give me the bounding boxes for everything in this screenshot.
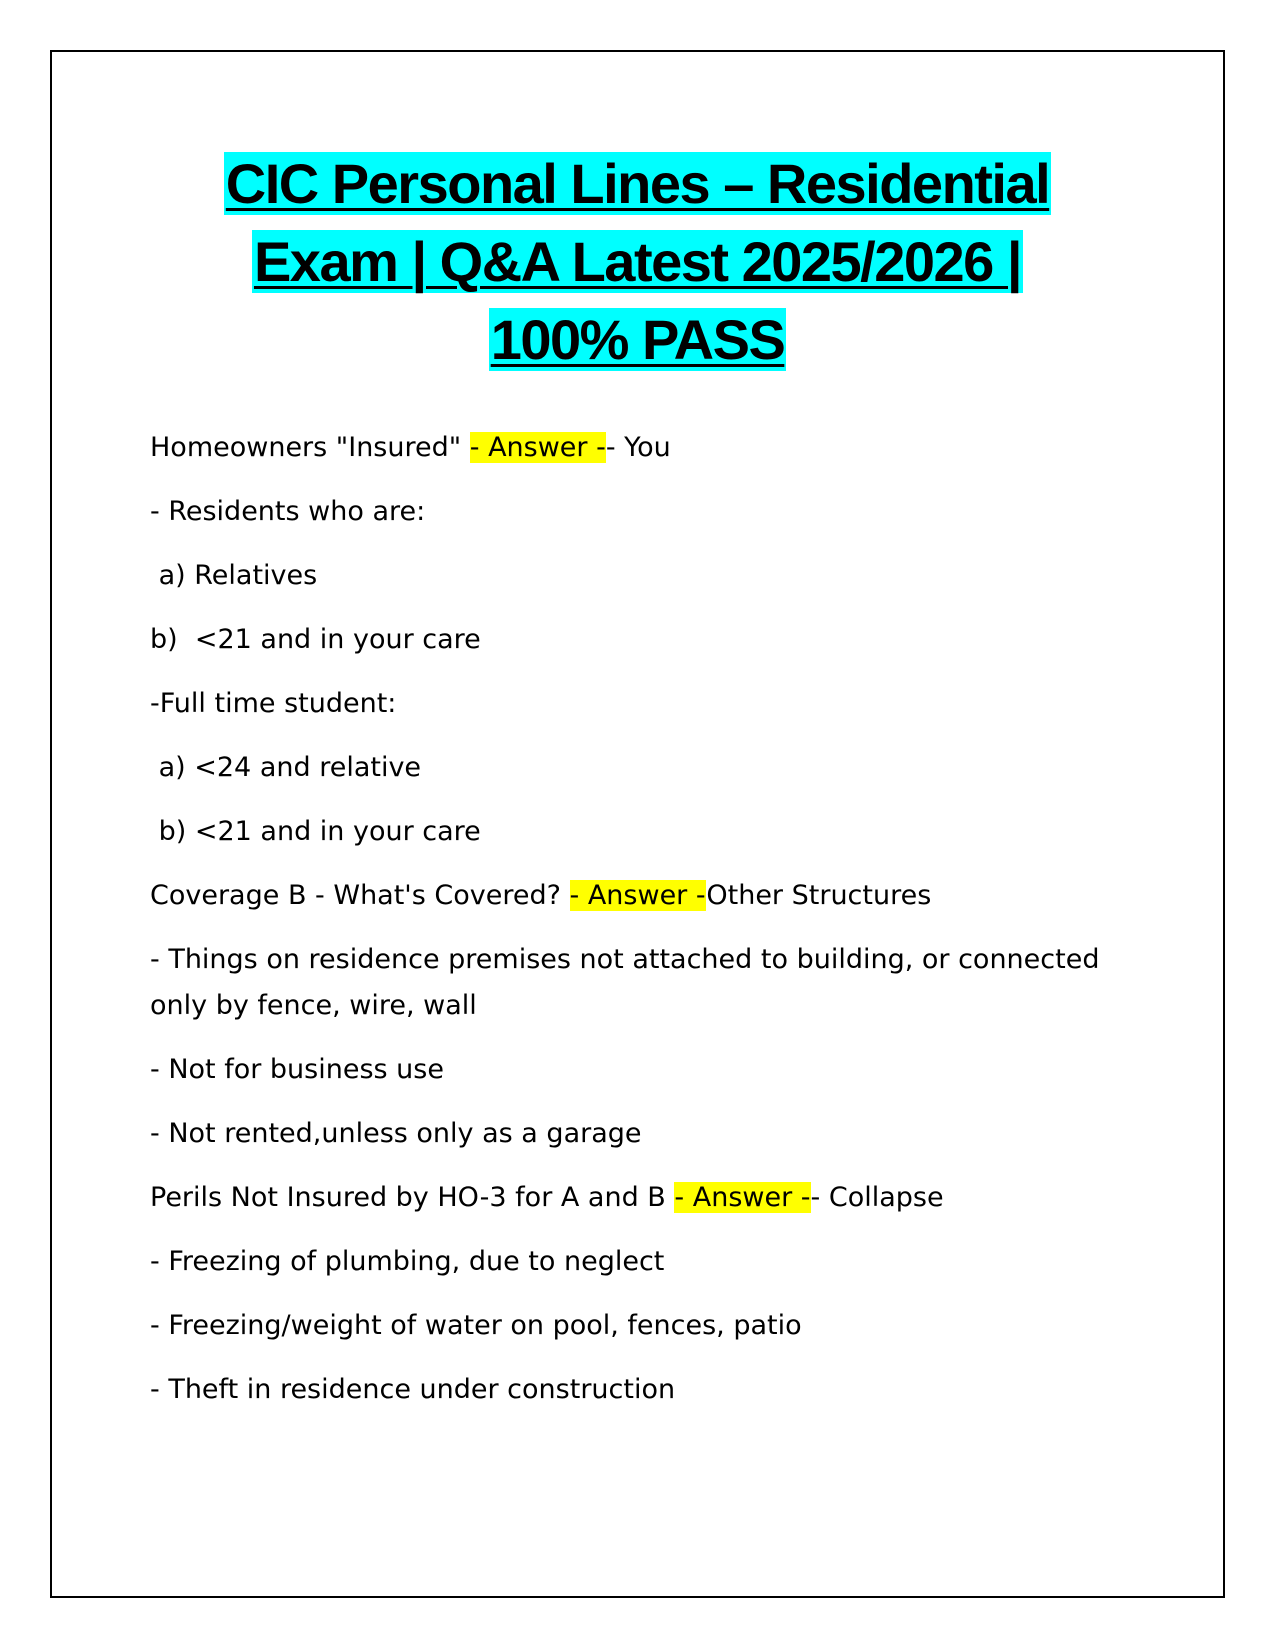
answer-line: b) <21 and in your care <box>150 624 481 655</box>
answer-line: - Freezing of plumbing, due to neglect <box>150 1246 665 1277</box>
answer-line: a) <24 and relative <box>150 752 422 783</box>
title-line: 100% PASS <box>490 308 785 371</box>
qa-question-insured: Homeowners "Insured" - Answer -- You <box>150 432 671 463</box>
answer-line: - Things on residence premises not attached to building, or connected only by fence, wire, wall <box>150 944 1109 1021</box>
answer-line: - Residents who are: <box>150 496 426 527</box>
answer-marker: - Answer - <box>469 432 606 463</box>
answer-line: - Not for business use <box>150 1054 444 1085</box>
answer-line: - Theft in residence under construction <box>150 1374 676 1405</box>
document-title <box>150 145 1125 379</box>
answer-marker: - Answer - <box>569 880 707 911</box>
qa-question-coverage-b: Coverage B - What's Covered? - Answer -Other Structures <box>150 880 932 911</box>
answer-line: - Not rented,unless only as a garage <box>150 1118 642 1149</box>
answer-line: b) <21 and in your care <box>150 816 481 847</box>
qa-question-perils: Perils Not Insured by HO-3 for A and B - Answer -- Collapse <box>150 1182 944 1213</box>
answer-line: -Full time student: <box>150 688 397 719</box>
answer-marker: - Answer - <box>674 1182 811 1213</box>
title-line: Exam | Q&A Latest 2025/2026 | <box>253 230 1022 293</box>
title-line: CIC Personal Lines – Residential <box>225 152 1050 215</box>
answer-line: a) Relatives <box>150 560 318 591</box>
answer-line: - Freezing/weight of water on pool, fences, patio <box>150 1310 802 1341</box>
